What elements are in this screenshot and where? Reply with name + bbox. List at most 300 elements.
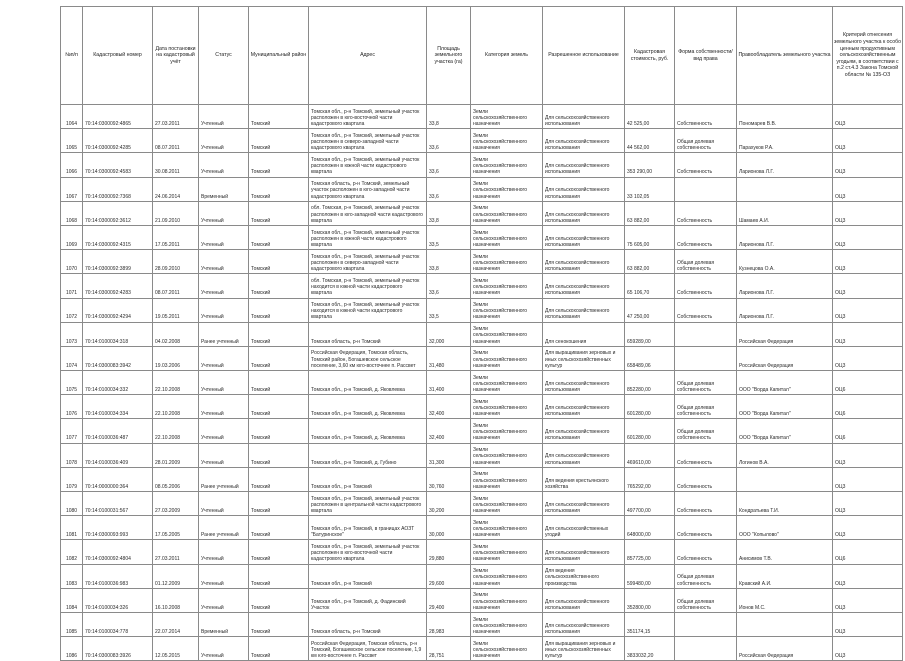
permitted-use-cell: Для сельскохозяйственного использования	[543, 395, 625, 419]
owner-cell: Кравский А.И.	[737, 564, 833, 588]
cadastral-number: 70:14:0100036:983	[83, 564, 153, 588]
address-cell: Томская обл., р-н Томский, д. Яковлевка	[309, 371, 427, 395]
cadastral-value-cell: 469610,00	[625, 443, 675, 467]
area-cell: 33,6	[427, 274, 471, 298]
registration-date: 08.07.2011	[153, 129, 199, 153]
criterion-cell: ОЦ3	[833, 564, 903, 588]
ownership-form-cell: Общая долевая собственность	[675, 129, 737, 153]
district-cell: Томский	[249, 564, 309, 588]
row-number: 1071	[61, 274, 83, 298]
status-cell: Учтенный	[199, 419, 249, 443]
cadastral-number: 70:14:0100034:334	[83, 395, 153, 419]
cadastral-value-cell: 765292,00	[625, 467, 675, 491]
permitted-use-cell: Для сенокошения	[543, 322, 625, 346]
criterion-cell: ОЦ3	[833, 153, 903, 177]
permitted-use-cell: Для сельскохозяйственного использования	[543, 153, 625, 177]
ownership-form-cell: Собственность	[675, 225, 737, 249]
area-cell: 32,000	[427, 322, 471, 346]
permitted-use-cell: Для выращивания зерновых и иных сельскохозяйственных культур	[543, 346, 625, 370]
category-cell: Земли сельскохозяйственного назначения	[471, 129, 543, 153]
ownership-form-cell	[675, 346, 737, 370]
row-number: 1076	[61, 395, 83, 419]
permitted-use-cell: Для сельскохозяйственного использования	[543, 612, 625, 636]
area-cell: 33,5	[427, 225, 471, 249]
table-row	[61, 467, 903, 491]
table-body	[61, 105, 903, 661]
status-cell: Ранее учтенный	[199, 467, 249, 491]
status-cell: Учтенный	[199, 637, 249, 661]
status-cell: Учтенный	[199, 492, 249, 516]
header-cell: Адрес	[309, 7, 427, 105]
category-cell: Земли сельскохозяйственного назначения	[471, 516, 543, 540]
registration-date: 19.05.2011	[153, 298, 199, 322]
owner-cell: Шамаев А.И.	[737, 201, 833, 225]
category-cell: Земли сельскохозяйственного назначения	[471, 225, 543, 249]
row-number: 1067	[61, 177, 83, 201]
district-cell: Томский	[249, 322, 309, 346]
owner-cell: Логинов В.А.	[737, 443, 833, 467]
cadastral-number: 70:14:0000000:364	[83, 467, 153, 491]
district-cell: Томский	[249, 371, 309, 395]
table-row	[61, 516, 903, 540]
header-cell: Критерий отнесения земельного участка к особо ценным продуктивным сельскохозяйственным угодьям, в соответствии с п.2 ст.4.3 Закона Томской области № 135-ОЗ	[833, 7, 903, 105]
address-cell: Томская обл., р-н Томский, земельный участок расположен в северо-западной части кадастрового квартала	[309, 129, 427, 153]
permitted-use-cell: Для ведения сельскохозяйственного производства	[543, 564, 625, 588]
cadastral-number: 70:14:0300083:3942	[83, 346, 153, 370]
cadastral-value-cell: 601280,00	[625, 395, 675, 419]
area-cell: 33,5	[427, 298, 471, 322]
table-row	[61, 612, 903, 636]
cadastral-number: 70:14:0300092:3899	[83, 250, 153, 274]
owner-cell: Ларионова Л.Г.	[737, 298, 833, 322]
owner-cell: Пономарев В.В.	[737, 105, 833, 129]
area-cell: 29,880	[427, 540, 471, 564]
table-row	[61, 588, 903, 612]
registry-page	[60, 6, 902, 660]
category-cell: Земли сельскохозяйственного назначения	[471, 274, 543, 298]
cadastral-value-cell: 852280,00	[625, 371, 675, 395]
address-cell: обл. Томская, р-н Томский, земельный участок расположен в юго-западной части кадастрового квартала	[309, 201, 427, 225]
address-cell: Томская обл., р-н Томский, земельный участок расположен в юго-восточной части кадастрового квартала	[309, 105, 427, 129]
status-cell: Учтенный	[199, 274, 249, 298]
owner-cell: Ларионова Л.Г.	[737, 153, 833, 177]
ownership-form-cell	[675, 322, 737, 346]
land-plot-table	[60, 6, 903, 661]
row-number: 1084	[61, 588, 83, 612]
criterion-cell: ОЦ3	[833, 443, 903, 467]
cadastral-value-cell: 351174,15	[625, 612, 675, 636]
cadastral-value-cell: 353 290,00	[625, 153, 675, 177]
criterion-cell: ОЦ6	[833, 540, 903, 564]
table-row	[61, 443, 903, 467]
category-cell: Земли сельскохозяйственного назначения	[471, 564, 543, 588]
registration-date: 17.05.2011	[153, 225, 199, 249]
address-cell: Томская обл., р-н Томский	[309, 467, 427, 491]
owner-cell	[737, 612, 833, 636]
area-cell: 33,6	[427, 153, 471, 177]
status-cell: Учтенный	[199, 443, 249, 467]
row-number: 1080	[61, 492, 83, 516]
owner-cell: ООО "Ворда Капитал"	[737, 371, 833, 395]
status-cell: Учтенный	[199, 346, 249, 370]
table-row	[61, 540, 903, 564]
ownership-form-cell: Общая долевая собственность	[675, 419, 737, 443]
cadastral-value-cell: 33 102,05	[625, 177, 675, 201]
cadastral-number: 70:14:0100036:409	[83, 443, 153, 467]
permitted-use-cell: Для сельскохозяйственного использования	[543, 105, 625, 129]
registration-date: 08.07.2011	[153, 274, 199, 298]
ownership-form-cell: Собственность	[675, 153, 737, 177]
table-row	[61, 564, 903, 588]
permitted-use-cell: Для сельскохозяйственного использования	[543, 129, 625, 153]
cadastral-value-cell: 42 525,00	[625, 105, 675, 129]
header-cell: Муниципальный район	[249, 7, 309, 105]
table-row	[61, 105, 903, 129]
area-cell: 30,200	[427, 492, 471, 516]
area-cell: 33,8	[427, 105, 471, 129]
criterion-cell: ОЦ3	[833, 322, 903, 346]
area-cell: 28,983	[427, 612, 471, 636]
criterion-cell: ОЦ3	[833, 201, 903, 225]
criterion-cell: ОЦ3	[833, 612, 903, 636]
district-cell: Томский	[249, 153, 309, 177]
owner-cell: Парахуков Р.А.	[737, 129, 833, 153]
district-cell: Томский	[249, 298, 309, 322]
ownership-form-cell: Собственность	[675, 516, 737, 540]
ownership-form-cell: Общая долевая собственность	[675, 588, 737, 612]
status-cell: Ранее учтенный	[199, 516, 249, 540]
cadastral-number: 70:14:0100034:332	[83, 371, 153, 395]
category-cell: Земли сельскохозяйственного назначения	[471, 588, 543, 612]
registration-date: 16.10.2008	[153, 588, 199, 612]
permitted-use-cell: Для сельскохозяйственного использования	[543, 274, 625, 298]
criterion-cell: ОЦ3	[833, 492, 903, 516]
registration-date: 22.10.2008	[153, 419, 199, 443]
category-cell: Земли сельскохозяйственного назначения	[471, 153, 543, 177]
row-number: 1083	[61, 564, 83, 588]
registration-date: 28.01.2009	[153, 443, 199, 467]
row-number: 1075	[61, 371, 83, 395]
status-cell: Учтенный	[199, 250, 249, 274]
registration-date: 22.10.2008	[153, 371, 199, 395]
criterion-cell: ОЦ3	[833, 177, 903, 201]
permitted-use-cell: Для сельскохозяйственного использования	[543, 298, 625, 322]
category-cell: Земли сельскохозяйственного назначения	[471, 177, 543, 201]
table-row	[61, 225, 903, 249]
area-cell: 33,6	[427, 177, 471, 201]
district-cell: Томский	[249, 516, 309, 540]
status-cell: Учтенный	[199, 371, 249, 395]
cadastral-number: 70:14:0100034:326	[83, 588, 153, 612]
registration-date: 01.12.2009	[153, 564, 199, 588]
permitted-use-cell: Для сельскохозяйственного использования	[543, 250, 625, 274]
cadastral-value-cell: 648000,00	[625, 516, 675, 540]
header-cell: №п/п	[61, 7, 83, 105]
category-cell: Земли сельскохозяйственного назначения	[471, 322, 543, 346]
status-cell: Учтенный	[199, 298, 249, 322]
row-number: 1085	[61, 612, 83, 636]
address-cell: Томская обл., р-н Томский, земельный участок расположен в южной части кадастрового квартала	[309, 225, 427, 249]
cadastral-number: 70:14:0100034:778	[83, 612, 153, 636]
owner-cell: ООО "Ворда Капитал"	[737, 419, 833, 443]
table-row	[61, 492, 903, 516]
header-row	[61, 7, 903, 105]
district-cell: Томский	[249, 105, 309, 129]
cadastral-value-cell: 44 562,00	[625, 129, 675, 153]
district-cell: Томский	[249, 443, 309, 467]
row-number: 1064	[61, 105, 83, 129]
ownership-form-cell: Общая долевая собственность	[675, 395, 737, 419]
criterion-cell: ОЦ6	[833, 371, 903, 395]
registration-date: 27.03.2011	[153, 540, 199, 564]
owner-cell	[737, 177, 833, 201]
permitted-use-cell: Для выращивания зерновых и иных сельскохозяйственных культур	[543, 637, 625, 661]
table-row	[61, 395, 903, 419]
table-row	[61, 371, 903, 395]
permitted-use-cell: Для сельскохозяйственного использования	[543, 540, 625, 564]
table-row	[61, 322, 903, 346]
address-cell: Томская обл., р-н Томский, земельный участок расположен в юго-восточной части кадастрового квартала	[309, 540, 427, 564]
area-cell: 32,400	[427, 395, 471, 419]
category-cell: Земли сельскохозяйственного назначения	[471, 467, 543, 491]
address-cell: Томская область, р-н Томский	[309, 322, 427, 346]
district-cell: Томский	[249, 250, 309, 274]
permitted-use-cell: Для сельскохозяйственного использования	[543, 371, 625, 395]
criterion-cell: ОЦ3	[833, 637, 903, 661]
address-cell: Томская обл., р-н Томский, земельный участок расположен в северо-западной части кадастрового квартала	[309, 250, 427, 274]
category-cell: Земли сельскохозяйственного назначения	[471, 346, 543, 370]
permitted-use-cell: Для ведения крестьянского хозяйства	[543, 467, 625, 491]
status-cell: Временный	[199, 612, 249, 636]
registration-date: 28.09.2010	[153, 250, 199, 274]
registration-date: 17.05.2005	[153, 516, 199, 540]
permitted-use-cell: Для сельскохозяйственного использования	[543, 225, 625, 249]
address-cell: Томская область, р-н Томский	[309, 612, 427, 636]
table-row	[61, 274, 903, 298]
permitted-use-cell: Для сельскохозяйственного использования	[543, 443, 625, 467]
row-number: 1079	[61, 467, 83, 491]
owner-cell: Российская Федерация	[737, 322, 833, 346]
criterion-cell: ОЦ3	[833, 274, 903, 298]
address-cell: Томская обл., р-н Томский, в границах АОЗТ "Батуринское"	[309, 516, 427, 540]
cadastral-value-cell: 75 605,00	[625, 225, 675, 249]
cadastral-number: 70:14:0300093:993	[83, 516, 153, 540]
table-row	[61, 250, 903, 274]
status-cell: Учтенный	[199, 395, 249, 419]
cadastral-value-cell: 659289,00	[625, 322, 675, 346]
header-cell: Площадь земельного участка (га)	[427, 7, 471, 105]
cadastral-value-cell: 47 250,00	[625, 298, 675, 322]
ownership-form-cell: Собственность	[675, 540, 737, 564]
category-cell: Земли сельскохозяйственного назначения	[471, 105, 543, 129]
area-cell: 30,000	[427, 516, 471, 540]
district-cell: Томский	[249, 274, 309, 298]
registration-date: 22.10.2008	[153, 395, 199, 419]
cadastral-number: 70:14:0300092:4283	[83, 274, 153, 298]
permitted-use-cell: Для сельскохозяйственного использования	[543, 201, 625, 225]
table-row	[61, 298, 903, 322]
area-cell: 30,760	[427, 467, 471, 491]
criterion-cell: ОЦ3	[833, 467, 903, 491]
registration-date: 27.03.2011	[153, 105, 199, 129]
address-cell: Томская область, р-н Томский, земельный участок расположен в юго-западной части кадастрового квартала	[309, 177, 427, 201]
owner-cell: Ларионова Л.Г.	[737, 274, 833, 298]
cadastral-value-cell: 599480,00	[625, 564, 675, 588]
row-number: 1068	[61, 201, 83, 225]
registration-date: 08.05.2006	[153, 467, 199, 491]
owner-cell: Российская Федерация	[737, 637, 833, 661]
registration-date: 21.09.2010	[153, 201, 199, 225]
registration-date: 12.05.2015	[153, 637, 199, 661]
table-row	[61, 153, 903, 177]
category-cell: Земли сельскохозяйственного назначения	[471, 298, 543, 322]
status-cell: Учтенный	[199, 225, 249, 249]
owner-cell: Кузнецова О.А.	[737, 250, 833, 274]
ownership-form-cell: Собственность	[675, 274, 737, 298]
area-cell: 29,600	[427, 564, 471, 588]
criterion-cell: ОЦ3	[833, 129, 903, 153]
row-number: 1066	[61, 153, 83, 177]
district-cell: Томский	[249, 540, 309, 564]
district-cell: Томский	[249, 467, 309, 491]
owner-cell: Кондратьева Т.И.	[737, 492, 833, 516]
district-cell: Томский	[249, 395, 309, 419]
area-cell: 31,300	[427, 443, 471, 467]
criterion-cell: ОЦ3	[833, 105, 903, 129]
cadastral-value-cell: 497700,00	[625, 492, 675, 516]
row-number: 1074	[61, 346, 83, 370]
owner-cell	[737, 467, 833, 491]
cadastral-value-cell: 601280,00	[625, 419, 675, 443]
row-number: 1069	[61, 225, 83, 249]
address-cell: Томская обл., р-н Томский, д. Губино	[309, 443, 427, 467]
cadastral-value-cell: 352800,00	[625, 588, 675, 612]
status-cell: Учтенный	[199, 201, 249, 225]
header-cell: Форма собственности/вид права	[675, 7, 737, 105]
ownership-form-cell: Собственность	[675, 298, 737, 322]
category-cell: Земли сельскохозяйственного назначения	[471, 395, 543, 419]
cadastral-value-cell: 65 106,70	[625, 274, 675, 298]
address-cell: Томская обл., р-н Томский, земельный участок расположен в центральной части кадастрового квартала	[309, 492, 427, 516]
address-cell: обл. Томская, р-н Томский, земельный участок находится в южной части кадастрового квартала	[309, 274, 427, 298]
row-number: 1077	[61, 419, 83, 443]
district-cell: Томский	[249, 419, 309, 443]
district-cell: Томский	[249, 225, 309, 249]
district-cell: Томский	[249, 129, 309, 153]
category-cell: Земли сельскохозяйственного назначения	[471, 492, 543, 516]
category-cell: Земли сельскохозяйственного назначения	[471, 201, 543, 225]
area-cell: 33,6	[427, 129, 471, 153]
category-cell: Земли сельскохозяйственного назначения	[471, 419, 543, 443]
status-cell: Ранее учтенный	[199, 322, 249, 346]
cadastral-number: 70:14:0300092:4315	[83, 225, 153, 249]
owner-cell: Анисимов Т.В.	[737, 540, 833, 564]
area-cell: 33,8	[427, 201, 471, 225]
address-cell: Томская обл., р-н Томский	[309, 564, 427, 588]
permitted-use-cell: Для сельскохозяйственного использования	[543, 588, 625, 612]
cadastral-value-cell: 3833032,20	[625, 637, 675, 661]
status-cell: Учтенный	[199, 588, 249, 612]
row-number: 1081	[61, 516, 83, 540]
district-cell: Томский	[249, 177, 309, 201]
header-cell: Статус	[199, 7, 249, 105]
criterion-cell: ОЦ6	[833, 419, 903, 443]
cadastral-number: 70:14:0300092:4865	[83, 105, 153, 129]
category-cell: Земли сельскохозяйственного назначения	[471, 637, 543, 661]
area-cell: 29,400	[427, 588, 471, 612]
category-cell: Земли сельскохозяйственного назначения	[471, 612, 543, 636]
registration-date: 24.06.2014	[153, 177, 199, 201]
owner-cell: Ларионова Л.Г.	[737, 225, 833, 249]
area-cell: 31,480	[427, 346, 471, 370]
status-cell: Учтенный	[199, 105, 249, 129]
category-cell: Земли сельскохозяйственного назначения	[471, 540, 543, 564]
ownership-form-cell: Собственность	[675, 492, 737, 516]
ownership-form-cell: Общая долевая собственность	[675, 250, 737, 274]
address-cell: Томская обл., р-н Томский, д. Яковлевка	[309, 419, 427, 443]
address-cell: Томская обл., р-н Томский, земельный участок расположен в южной части кадастрового квартала	[309, 153, 427, 177]
registration-date: 22.07.2014	[153, 612, 199, 636]
owner-cell: ООО "Ворда Капитал"	[737, 395, 833, 419]
ownership-form-cell	[675, 637, 737, 661]
cadastral-number: 70:14:0300092:4804	[83, 540, 153, 564]
address-cell: Российская Федерация, Томская область, р-н Томский, Богашевское сельское поселение, 1,9 км юго-восточнее п. Рассвет	[309, 637, 427, 661]
owner-cell: Российская Федерация	[737, 346, 833, 370]
status-cell: Учтенный	[199, 153, 249, 177]
row-number: 1073	[61, 322, 83, 346]
cadastral-number: 70:14:0100036:487	[83, 419, 153, 443]
row-number: 1078	[61, 443, 83, 467]
owner-cell: ООО "Копылово"	[737, 516, 833, 540]
cadastral-number: 70:14:0300083:3926	[83, 637, 153, 661]
cadastral-number: 70:14:0300092:7368	[83, 177, 153, 201]
header-cell: Дата постановки на кадастровый учёт	[153, 7, 199, 105]
address-cell: Российская Федерация, Томская область, Томский район, Богашевское сельское поселение, 3,60 км юго-восточнее п. Рассвет	[309, 346, 427, 370]
cadastral-value-cell: 63 882,00	[625, 201, 675, 225]
area-cell: 33,8	[427, 250, 471, 274]
cadastral-number: 70:14:0300092:4285	[83, 129, 153, 153]
area-cell: 31,400	[427, 371, 471, 395]
row-number: 1082	[61, 540, 83, 564]
ownership-form-cell: Собственность	[675, 443, 737, 467]
cadastral-value-cell: 857725,00	[625, 540, 675, 564]
ownership-form-cell: Собственность	[675, 105, 737, 129]
district-cell: Томский	[249, 201, 309, 225]
criterion-cell: ОЦ3	[833, 516, 903, 540]
permitted-use-cell: Для сельскохозяйственного использования	[543, 419, 625, 443]
owner-cell: Ионов М.С.	[737, 588, 833, 612]
registration-date: 19.03.2006	[153, 346, 199, 370]
permitted-use-cell: Для сельскохозяйственных угодий	[543, 516, 625, 540]
category-cell: Земли сельскохозяйственного назначения	[471, 371, 543, 395]
row-number: 1065	[61, 129, 83, 153]
cadastral-value-cell: 658489,06	[625, 346, 675, 370]
row-number: 1086	[61, 637, 83, 661]
category-cell: Земли сельскохозяйственного назначения	[471, 443, 543, 467]
status-cell: Учтенный	[199, 129, 249, 153]
category-cell: Земли сельскохозяйственного назначения	[471, 250, 543, 274]
district-cell: Томский	[249, 637, 309, 661]
address-cell: Томская обл., р-н Томский, д. Фадинский Участок	[309, 588, 427, 612]
table-row	[61, 419, 903, 443]
criterion-cell: ОЦ3	[833, 588, 903, 612]
registration-date: 04.02.2008	[153, 322, 199, 346]
status-cell: Учтенный	[199, 564, 249, 588]
district-cell: Томский	[249, 492, 309, 516]
header-cell: Кадастровая стоимость, руб.	[625, 7, 675, 105]
table-row	[61, 346, 903, 370]
table-row	[61, 637, 903, 661]
